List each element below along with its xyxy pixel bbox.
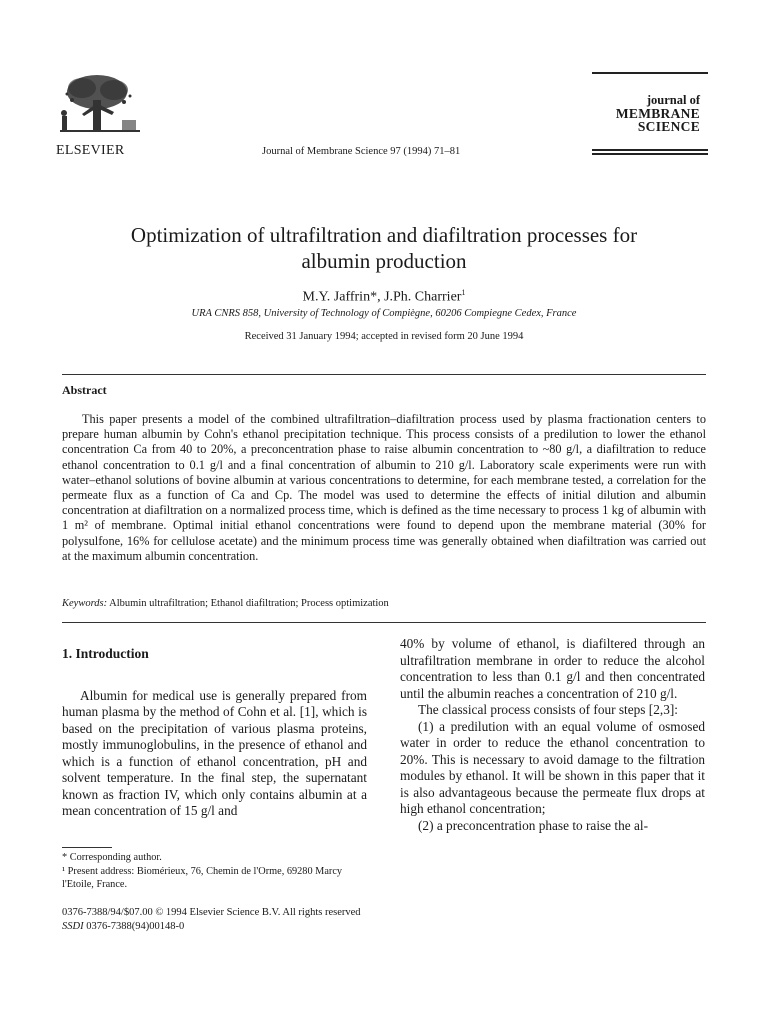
footnote-rule <box>62 847 112 848</box>
author-names: M.Y. Jaffrin*, J.Ph. Charrier <box>302 289 462 305</box>
author-footnote-mark: 1 <box>461 288 466 297</box>
abstract-heading: Abstract <box>62 383 107 397</box>
abstract-text: This paper presents a model of the combined ultrafiltration–diafiltration process used by plasma fractionation centers to prepare human albumin by Cohn's ethanol precipitation technique. This process consists of a predilution to lower the ethanol concentration Ca from 40 to 20%, a preconcentration phase to raise albumin concentration to ~80 g/l, a diafiltration to reduce ethanol concentration to 0.1 g/l and a final concentration of albumin to 210 g/l. Laboratory scale experiments were run with water–ethanol solutions of bovine albumin at various concentrations to determine, for each membrane tested, a correlation for the permeate flux as a function of Ca and Cp. The model was used to determine the effects of initial dilution and albumin concentration at diafiltration on a normalized process time, which is defined as the time necessary to process 1 kg of albumin with 1 m² of membrane. Optimal initial ethanol concentrations were found to depend upon the membrane material (30% for polysulfone, 16% for cellulose acetate) and the minimum process time was generally obtained when diafiltration was carried out at the maximum albumin concentration. <box>62 412 706 563</box>
intro-paragraph-1: Albumin for medical use is generally prepared from human plasma by the method of Cohn et al. [1], which is based on the precipitation of various plasma proteins, mostly immunoglobulins, in the presence of ethanol and which is a function of ethanol concentration, pH and solvent temperature. In the final step, the supernatant known as fraction IV, which only contains albumin at a mean concentration of 15 g/l and <box>62 687 367 818</box>
journal-brand <box>592 72 708 155</box>
ssdi-line <box>62 920 361 934</box>
article-title <box>60 222 708 274</box>
affiliation: URA CNRS 858, University of Technology of Compiègne, 60206 Compiegne Cedex, France <box>191 308 577 319</box>
section-heading-introduction: 1. Introduction <box>62 646 149 661</box>
received-dates: Received 31 January 1994; accepted in revised form 20 June 1994 <box>244 331 524 342</box>
body-paragraph-step-1: (1) a predilution with an equal volume of osmosed water in order to reduce the ethanol concentration to 20%. This is necessary to avoid damage to the filtration modules by ethanol. It will be shown in this paper that it is also advantageous because the permeate flux drops at high ethanol concentration; <box>400 718 705 816</box>
publisher-name: ELSEVIER <box>56 143 125 158</box>
abstract-bottom-rule <box>62 622 706 623</box>
journal-citation: Journal of Membrane Science 97 (1994) 71–81 <box>262 146 461 157</box>
journal-brand-line2: MEMBRANE <box>615 106 700 121</box>
footnotes <box>62 851 372 892</box>
title-line-1: Optimization of ultrafiltration and diafiltration processes for <box>130 223 638 247</box>
left-column <box>62 646 367 820</box>
journal-brand-line3: SCIENCE <box>637 119 700 134</box>
footnote-present-address: ¹ Present address: Biomérieux, 76, Chemin de l'Orme, 69280 Marcy l'Etoile, France. <box>62 865 343 890</box>
footnote-corresponding: * Corresponding author. <box>62 852 162 863</box>
keywords-label: Keywords: <box>62 598 108 609</box>
brand-top-rule <box>592 72 708 74</box>
abstract-top-rule <box>62 374 706 375</box>
journal-brand-line1: journal of <box>646 93 700 107</box>
ssdi-value: 0376-7388(94)00148-0 <box>83 921 185 932</box>
ssdi-label: SSDI <box>62 921 84 932</box>
brand-bottom-rule <box>592 149 708 155</box>
title-line-2: albumin production <box>301 249 467 273</box>
body-paragraph-continued: 40% by volume of ethanol, is diafiltered through an ultrafiltration membrane in order to reduce the alcohol concentration to less than 0.1 g/l and then concentrated until the albumin reaches a concentration of 210 g/l. <box>400 636 705 701</box>
authors <box>60 288 708 306</box>
copyright-line: 0376-7388/94/$07.00 © 1994 Elsevier Science B.V. All rights reserved <box>62 907 361 918</box>
right-column <box>400 636 705 834</box>
keywords-text: Albumin ultrafiltration; Ethanol diafiltration; Process optimization <box>107 598 389 609</box>
body-paragraph-steps: The classical process consists of four steps [2,3]: <box>418 702 678 717</box>
keywords <box>62 598 706 609</box>
copyright-block <box>62 906 361 934</box>
body-paragraph-step-2: (2) a preconcentration phase to raise the al- <box>418 817 649 833</box>
elsevier-tree-logo <box>52 70 147 140</box>
